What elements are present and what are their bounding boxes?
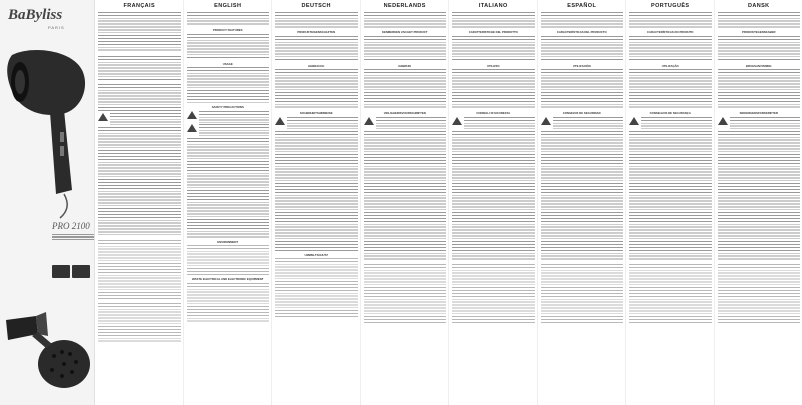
section-title: CONSEJOS DE SEGURIDAD [562,111,601,115]
warning-item [541,117,624,129]
text-block [730,117,801,129]
column-heading: DEUTSCH [301,3,331,9]
column-heading: PORTUGUÊS [651,3,690,9]
text-block [641,117,712,129]
text-block [287,117,358,129]
text-block [364,36,447,62]
text-block [187,283,270,323]
column-heading: NEDERLANDS [383,3,426,9]
section-title: ENVIRONMENT [217,239,239,244]
model-name: PRO 2100 [52,221,90,231]
column-heading: ENGLISH [214,3,242,9]
section-title: UTILIZACIÓN [572,63,591,68]
column-fr [95,0,184,405]
warning-icon [364,117,374,125]
model-subtitle [52,232,94,242]
text-block [364,131,447,261]
section-title: USAGE [222,61,233,66]
text-block [629,12,712,28]
column-en [184,0,273,405]
warning-icon [187,124,197,132]
section-title: VEILIGHEIDSVOORSCHRIFTEN [383,111,426,115]
text-block [275,36,358,62]
warning-item [187,124,270,136]
product-panel [0,0,95,405]
text-block [718,36,801,62]
warning-icon [718,117,728,125]
text-block [187,138,270,238]
column-es [538,0,627,405]
text-block [452,131,535,261]
section-title: CONSELHOS DE SEGURANÇA [649,111,691,115]
text-block [98,56,181,80]
text-block [452,69,535,109]
warning-icon [187,111,197,119]
section-title: KENMERKEN VAN HET PRODUCT [382,30,428,34]
section-title: BRUGSANVISNING [745,63,772,68]
text-block [376,117,447,129]
warning-icon [629,117,639,125]
section-title: GEBRAUCH [308,63,325,68]
warning-item [364,117,447,129]
text-block [275,12,358,28]
warning-icon [541,117,551,125]
column-heading: DANSK [747,3,770,9]
warning-item [718,117,801,129]
text-block [98,127,181,237]
text-block [187,12,270,26]
section-title: UMWELTSCHUTZ [304,252,328,257]
text-block [452,264,535,324]
section-title: UTILIZZO [486,63,500,68]
badge-row [52,265,90,278]
column-de [272,0,361,405]
text-block [541,36,624,62]
hair-dryer-illustration [2,40,94,220]
text-block [364,264,447,324]
section-title: PRODUCT FEATURES [213,28,243,32]
text-block [110,113,181,125]
text-block [199,111,270,123]
column-pt [626,0,715,405]
warning-icon [275,117,285,125]
text-block [187,245,270,275]
section-title: SAFETY PRECAUTIONS [211,105,244,109]
feature-badge [52,265,70,278]
text-block [275,258,358,318]
text-block [464,117,535,129]
text-block [629,131,712,261]
section-title: CARATTERISTICHE DEL PRODOTTO [468,30,518,34]
text-block [718,131,801,261]
section-title: CARACTERÍSTICAS DO PRODUTO [647,30,694,34]
warning-item [629,117,712,129]
text-block [199,124,270,136]
section-title: PRODUKTEIGENSCHAFTEN [297,30,336,34]
warning-item [275,117,358,129]
text-block [187,34,270,60]
text-block [187,67,270,103]
text-block [718,12,801,28]
column-heading: ESPAÑOL [567,3,597,9]
text-block [629,36,712,62]
text-block [275,69,358,109]
feature-badge [72,265,90,278]
section-title: UTILIZAÇÃO [661,63,679,68]
text-block [452,36,535,62]
text-block [553,117,624,129]
column-da [715,0,802,405]
column-it [449,0,538,405]
section-title: PRODUKTEGENSKABER [741,30,776,34]
text-block [541,131,624,261]
text-block [541,264,624,324]
column-nl [361,0,450,405]
text-block [364,69,447,109]
text-block [541,69,624,109]
text-block [98,240,181,300]
text-block [629,69,712,109]
brand-tag: PARIS [48,25,65,30]
column-heading: ITALIANO [478,3,508,9]
warning-icon [98,113,108,121]
text-block [629,264,712,324]
section-title: SICHERHEITSHINWEISE [299,111,333,115]
warning-item [98,113,181,125]
column-heading: FRANÇAIS [123,3,156,9]
section-title: CONSIGLI DI SICUREZZA [476,111,511,115]
text-block [541,12,624,28]
text-block [718,69,801,109]
warning-item [187,111,270,123]
text-block [275,131,358,251]
text-block [98,303,181,343]
language-columns [95,0,802,405]
section-title: CARACTERÍSTICAS DEL PRODUCTO [556,30,607,34]
section-title: GEBRUIK [398,63,412,68]
section-title: SIKKERHEDSFORSKRIFTER [739,111,778,115]
text-block [452,12,535,28]
section-title: WASTE ELECTRICAL AND ELECTRONIC EQUIPMENT [192,277,264,281]
text-block [98,12,181,52]
text-block [98,84,181,112]
warning-item [452,117,535,129]
text-block [718,264,801,324]
attachments-illustration [2,300,94,400]
warning-icon [452,117,462,125]
text-block [364,12,447,28]
brand-logo: BaByliss [8,7,63,23]
